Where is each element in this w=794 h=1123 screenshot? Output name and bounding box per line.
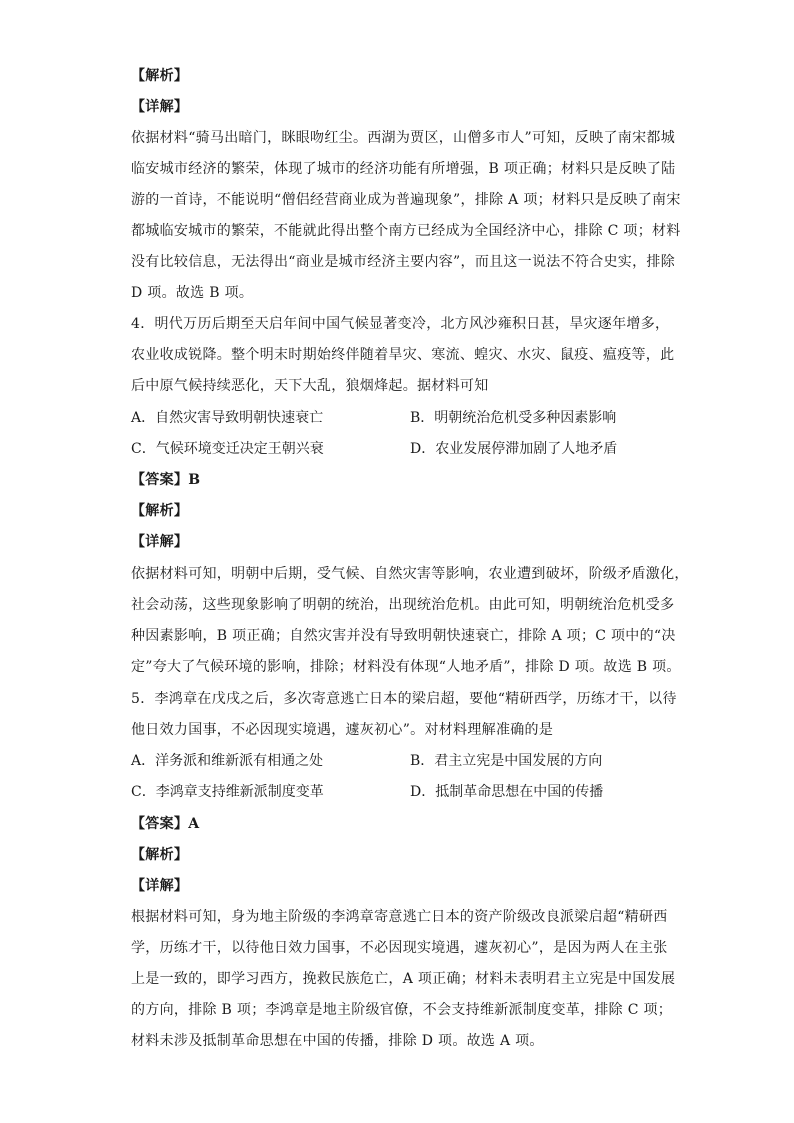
q5-option-a: A．洋务派和维新派有相通之处 — [131, 753, 324, 769]
q4-option-d: D．农业发展停滞加剧了人地矛盾 — [410, 441, 618, 457]
q5-option-b: B．君主立宪是中国发展的方向 — [410, 753, 603, 769]
q5-answer: 【答案】A — [131, 816, 200, 832]
q4-option-b: B．明朝统治危机受多种因素影响 — [410, 410, 617, 426]
q5-option-d: D．抵制革命思想在中国的传播 — [410, 784, 604, 800]
q4-stem-line: 后中原气候持续恶化，天下大乱，狼烟烽起。据材料可知 — [131, 378, 489, 394]
q4-analysis-tag: 【解析】 — [131, 503, 189, 519]
q5-explanation-line: 的方向，排除 B 项；李鸿章是地主阶级官僚，不会支持维新派制度变革，排除 C 项； — [131, 1002, 673, 1018]
q5-option-c: C．李鸿章支持维新派制度变革 — [131, 784, 324, 800]
q3-explanation-line: 依据材料“骑马出暗门，眯眼吻红尘。西湖为贾区，山僧多市人”可知，反映了南宋都城 — [131, 130, 676, 146]
q5-analysis-tag: 【解析】 — [131, 847, 189, 863]
q3-explanation-line: D 项。故选 B 项。 — [131, 285, 254, 301]
q4-answer: 【答案】B — [131, 472, 201, 488]
q4-explanation-line: 社会动荡，这些现象影响了明朝的统治，出现统治危机。由此可知，明朝统治危机受多 — [131, 597, 675, 613]
q3-explanation-line: 游的一首诗，不能说明“僧侣经营商业成为普遍现象”，排除 A 项；材料只是反映了南宋 — [131, 192, 681, 208]
q4-explanation-line: 定”夸大了气候环境的影响，排除；材料没有体现“人地矛盾”，排除 D 项。故选 B 项。 — [131, 659, 681, 675]
q4-option-c: C．气候环境变迁决定王朝兴衰 — [131, 441, 324, 457]
q5-detail-tag: 【详解】 — [131, 878, 189, 894]
q4-stem-line: 4．明代万历后期至天启年间中国气候显著变冷，北方风沙雍积日甚，旱灾逐年增多， — [131, 316, 670, 332]
q5-explanation-line: 根据材料可知，身为地主阶级的李鸿章寄意逃亡日本的资产阶级改良派梁启超“精研西 — [131, 909, 668, 925]
q3-detail-tag: 【详解】 — [131, 99, 189, 115]
q3-explanation-line: 临安城市经济的繁荣，体现了城市的经济功能有所增强，B 项正确；材料只是反映了陆 — [131, 161, 676, 177]
q5-explanation-line: 学，历练才干，以待他日效力国事，不必因现实境遇，遽灰初心”，是因为两人在主张 — [131, 940, 668, 956]
q3-analysis-tag: 【解析】 — [131, 68, 189, 84]
q5-stem-line: 5．李鸿章在戊戌之后，多次寄意逃亡日本的梁启超，要他“精研西学，历练才干，以待 — [131, 691, 677, 707]
q4-option-a: A．自然灾害导致明朝快速衰亡 — [131, 410, 324, 426]
q4-detail-tag: 【详解】 — [131, 534, 189, 550]
q5-explanation-line: 材料未涉及抵制革命思想在中国的传播，排除 D 项。故选 A 项。 — [131, 1033, 544, 1049]
q5-explanation-line: 上是一致的，即学习西方，挽救民族危亡，A 项正确；材料未表明君主立宪是中国发展 — [131, 971, 676, 987]
q4-stem-line: 农业收成锐降。整个明末时期始终伴随着旱灾、寒流、蝗灾、水灾、鼠疫、瘟疫等，此 — [131, 347, 675, 363]
q4-explanation-line: 种因素影响，B 项正确；自然灾害并没有导致明朝快速衰亡，排除 A 项；C 项中的“决 — [131, 628, 676, 644]
q4-explanation-line: 依据材料可知，明朝中后期，受气候、自然灾害等影响，农业遭到破坏，阶级矛盾激化， — [131, 566, 689, 582]
q3-explanation-line: 都城临安城市的繁荣，不能就此得出整个南方已经成为全国经济中心，排除 C 项；材料 — [131, 223, 681, 239]
q5-stem-line: 他日效力国事，不必因现实境遇，遽灰初心”。对材料理解准确的是 — [131, 722, 554, 738]
q3-explanation-line: 没有比较信息，无法得出“商业是城市经济主要内容”，而且这一说法不符合史实，排除 — [131, 254, 676, 270]
